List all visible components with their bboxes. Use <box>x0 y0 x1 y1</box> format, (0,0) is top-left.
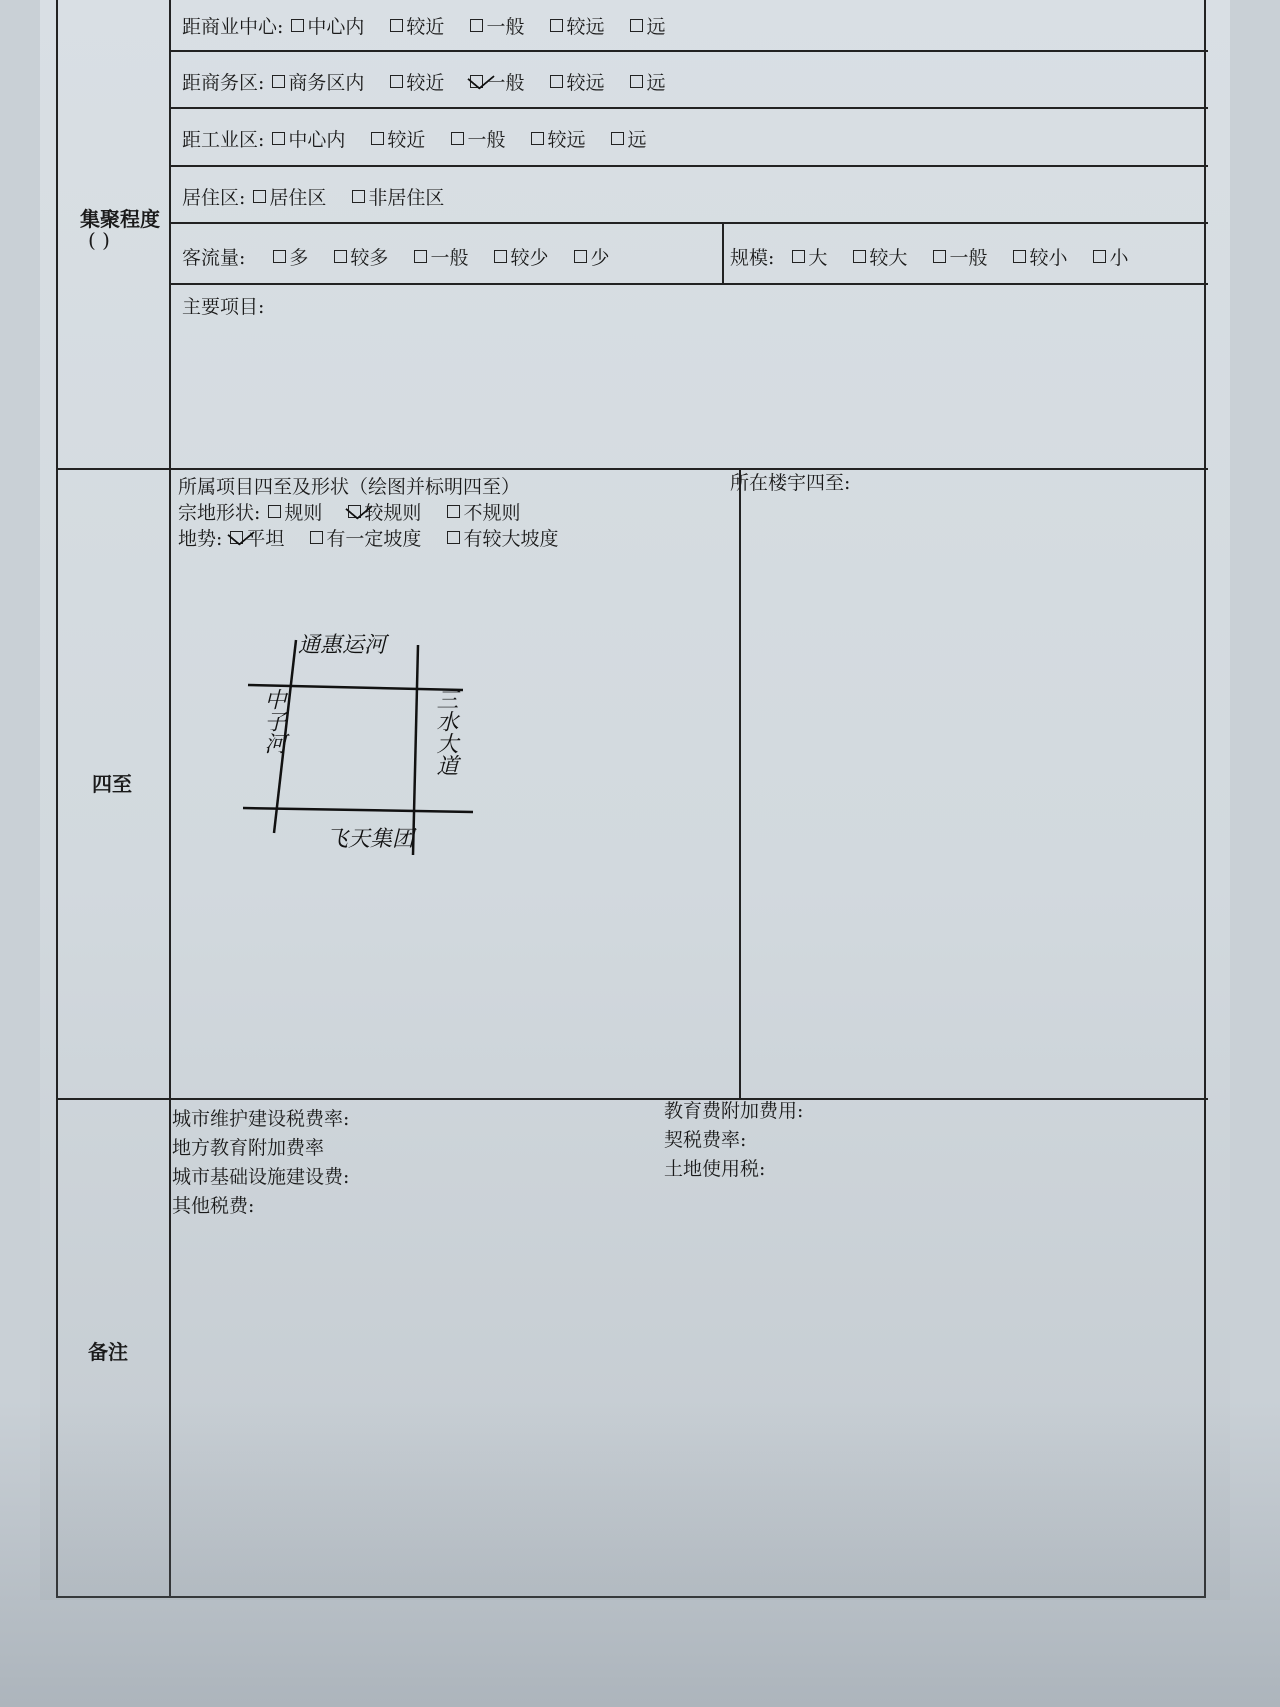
checkbox-icon[interactable] <box>352 190 365 203</box>
row-commercial <box>182 12 691 39</box>
checkbox-option-label: 远 <box>646 16 666 38</box>
main-items-label: 主要项目: <box>182 296 265 318</box>
traffic-label: 客流量: <box>182 247 246 269</box>
checkbox-option[interactable] <box>414 243 468 270</box>
section-divider-1 <box>58 468 1208 470</box>
checkbox-option-label: 较近 <box>387 129 426 151</box>
checkbox-option[interactable] <box>390 12 444 39</box>
checkbox-icon[interactable] <box>414 250 427 263</box>
checkbox-icon[interactable] <box>494 250 507 263</box>
checkbox-option-label: 较远 <box>566 72 605 94</box>
checkbox-option-label: 较多 <box>350 247 389 269</box>
checked-box-icon[interactable] <box>348 505 361 518</box>
remark-local-education-surcharge: 地方教育附加费率 <box>172 1137 325 1159</box>
checkbox-option-label: 有一定坡度 <box>326 528 422 550</box>
checked-box-icon[interactable] <box>470 75 483 88</box>
checkbox-icon[interactable] <box>531 132 544 145</box>
checkbox-icon[interactable] <box>451 132 464 145</box>
checkbox-option[interactable] <box>451 125 505 152</box>
checkbox-option[interactable] <box>853 243 907 270</box>
checkbox-icon[interactable] <box>550 75 563 88</box>
label-column-divider <box>169 0 171 1598</box>
checkbox-icon[interactable] <box>1093 250 1106 263</box>
checkbox-option-label: 一般 <box>486 72 525 94</box>
checkbox-icon[interactable] <box>792 250 805 263</box>
checkbox-option[interactable] <box>447 498 520 525</box>
checkbox-option-label: 多 <box>289 247 309 269</box>
checkbox-option-label: 少 <box>590 247 610 269</box>
checkbox-option[interactable] <box>574 243 609 270</box>
options-group <box>272 68 691 95</box>
checkbox-option[interactable] <box>933 243 987 270</box>
row-residential-label: 居住区: <box>182 187 246 209</box>
row-business <box>182 68 691 95</box>
checkbox-option[interactable] <box>268 498 322 525</box>
checkbox-option-label: 远 <box>627 129 647 151</box>
remarks-label: 备注 <box>88 1340 128 1364</box>
checkbox-icon[interactable] <box>853 250 866 263</box>
checkbox-option-label: 小 <box>1109 247 1129 269</box>
checkbox-option-label: 较小 <box>1029 247 1068 269</box>
checkbox-icon[interactable] <box>390 19 403 32</box>
remark-education-surcharge: 教育费附加费用: <box>664 1100 804 1122</box>
checkbox-option[interactable] <box>291 12 364 39</box>
checkbox-option[interactable] <box>310 524 421 551</box>
building-boundary-label: 所在楼宇四至: <box>730 472 851 494</box>
row-shape <box>178 498 546 525</box>
row-terrain <box>178 524 584 551</box>
scale-label: 规模: <box>730 247 775 269</box>
checkbox-option-label: 较远 <box>566 16 605 38</box>
checkbox-option-label: 远 <box>646 72 666 94</box>
sketch-south-label: 飞天集团 <box>326 827 415 852</box>
row-divider <box>169 165 1208 167</box>
options-group <box>291 12 691 39</box>
checkbox-icon[interactable] <box>470 19 483 32</box>
checkbox-option[interactable] <box>334 243 388 270</box>
options-group <box>792 243 1154 270</box>
row-traffic <box>182 243 635 270</box>
checkbox-icon[interactable] <box>253 190 266 203</box>
checkbox-option-label: 一般 <box>486 16 525 38</box>
row-divider <box>169 50 1208 52</box>
remark-deed-tax-rate: 契税费率: <box>664 1129 747 1151</box>
remark-land-use-tax: 土地使用税: <box>664 1158 766 1180</box>
checkbox-option-label: 不规则 <box>463 502 521 524</box>
checkbox-option-label: 平坦 <box>246 528 285 550</box>
checkbox-option-label: 较少 <box>510 247 549 269</box>
row-divider <box>169 222 1208 224</box>
options-group <box>273 243 635 270</box>
checkbox-option[interactable] <box>550 12 604 39</box>
checkbox-icon[interactable] <box>630 75 643 88</box>
checkbox-icon[interactable] <box>371 132 384 145</box>
checkbox-option[interactable] <box>470 12 524 39</box>
checkbox-option-label: 较规则 <box>364 502 422 524</box>
traffic-scale-divider <box>722 222 724 283</box>
remarks-right-list <box>664 1097 803 1184</box>
checkbox-option-label: 较大 <box>869 247 908 269</box>
checkbox-option[interactable] <box>611 125 646 152</box>
row-commercial-label: 距商业中心: <box>182 16 284 38</box>
row-business-label: 距商务区: <box>182 72 265 94</box>
boundaries-split <box>739 468 741 1098</box>
checkbox-icon[interactable] <box>574 250 587 263</box>
checkbox-option[interactable] <box>447 524 558 551</box>
checkbox-option[interactable] <box>1013 243 1067 270</box>
checkbox-icon[interactable] <box>447 531 460 544</box>
row-industrial-label: 距工业区: <box>182 129 265 151</box>
checkbox-option-label: 居住区 <box>269 187 327 209</box>
sketch-west-label: 中子河 <box>261 688 286 754</box>
checkbox-option-label: 较远 <box>547 129 586 151</box>
checkbox-option[interactable] <box>630 12 665 39</box>
checkbox-option-label: 一般 <box>467 129 506 151</box>
checkbox-icon[interactable] <box>630 19 643 32</box>
checkbox-option[interactable] <box>390 68 444 95</box>
checkbox-option[interactable] <box>630 68 665 95</box>
checkbox-option[interactable] <box>1093 243 1128 270</box>
checkbox-option[interactable] <box>550 68 604 95</box>
checkbox-option-label: 一般 <box>949 247 988 269</box>
remarks-left-list <box>172 1105 349 1221</box>
checkbox-icon[interactable] <box>390 75 403 88</box>
sketch-east-label: 三水大道 <box>433 688 458 776</box>
terrain-label: 地势: <box>178 528 223 550</box>
checkbox-icon[interactable] <box>310 531 323 544</box>
checkbox-option-label: 较近 <box>406 72 445 94</box>
options-group <box>272 125 672 152</box>
remark-urban-maintenance-tax: 城市维护建设税费率: <box>172 1108 350 1130</box>
checkbox-option[interactable] <box>371 125 425 152</box>
checkbox-icon[interactable] <box>447 505 460 518</box>
checkbox-option[interactable] <box>792 243 827 270</box>
checked-box-icon[interactable] <box>230 531 243 544</box>
checkbox-icon[interactable] <box>272 75 285 88</box>
options-group <box>230 524 584 551</box>
checkbox-option[interactable] <box>470 68 524 95</box>
options-group <box>253 183 470 210</box>
row-divider <box>169 283 1208 285</box>
agglomeration-paren: ( ) <box>88 228 110 252</box>
checkbox-option[interactable] <box>531 125 585 152</box>
checkbox-option-label: 较近 <box>406 16 445 38</box>
agglomeration-label: 集聚程度 <box>80 207 160 231</box>
checkbox-option-label: 一般 <box>430 247 469 269</box>
remark-infrastructure-fee: 城市基础设施建设费: <box>172 1166 350 1188</box>
checkbox-icon[interactable] <box>273 250 286 263</box>
checkbox-option[interactable] <box>272 125 345 152</box>
checkbox-icon[interactable] <box>268 505 281 518</box>
checkbox-icon[interactable] <box>550 19 563 32</box>
checkbox-option[interactable] <box>230 524 284 551</box>
checkbox-icon[interactable] <box>933 250 946 263</box>
section-divider-2 <box>58 1098 1208 1100</box>
survey-form <box>56 0 1206 1598</box>
remark-other-taxes: 其他税费: <box>172 1195 255 1217</box>
checkbox-option-label: 中心内 <box>307 16 365 38</box>
checkbox-icon[interactable] <box>1013 250 1026 263</box>
checkbox-option[interactable] <box>352 183 444 210</box>
checkbox-option-label: 中心内 <box>288 129 346 151</box>
sketch-north-label: 通惠运河 <box>298 633 387 658</box>
boundaries-label: 四至 <box>92 772 132 796</box>
checkbox-option-label: 有较大坡度 <box>463 528 559 550</box>
checkbox-option[interactable] <box>272 68 364 95</box>
checkbox-icon[interactable] <box>291 19 304 32</box>
row-divider <box>169 107 1208 109</box>
checkbox-option[interactable] <box>348 498 421 525</box>
checkbox-option-label: 非居住区 <box>368 187 445 209</box>
checkbox-icon[interactable] <box>611 132 624 145</box>
checkbox-icon[interactable] <box>334 250 347 263</box>
checkbox-option[interactable] <box>273 243 308 270</box>
row-scale <box>730 243 1154 270</box>
checkbox-option[interactable] <box>494 243 548 270</box>
checkbox-option-label: 规则 <box>284 502 323 524</box>
checkbox-option-label: 大 <box>808 247 828 269</box>
options-group <box>268 498 546 525</box>
project-boundary-title: 所属项目四至及形状（绘图并标明四至） <box>178 476 521 498</box>
checkbox-icon[interactable] <box>272 132 285 145</box>
checkbox-option[interactable] <box>253 183 326 210</box>
shape-label: 宗地形状: <box>178 502 261 524</box>
checkbox-option-label: 商务区内 <box>288 72 365 94</box>
row-industrial <box>182 125 672 152</box>
row-residential <box>182 183 470 210</box>
